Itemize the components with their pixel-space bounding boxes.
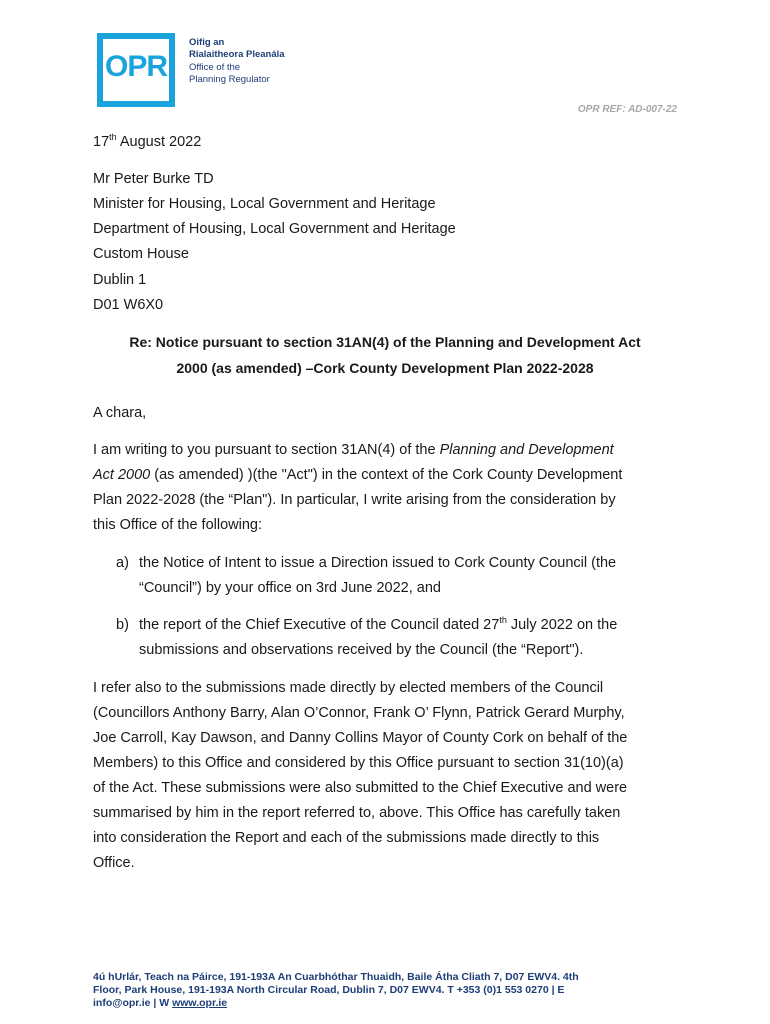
recipient-name: Mr Peter Burke TD (93, 171, 214, 187)
opr-logo (97, 33, 175, 107)
subject-heading (93, 329, 677, 381)
paragraph-intro-line: I am writing to you pursuant to section 31AN(4) of the Planning and Development (93, 442, 614, 458)
salutation: A chara, (93, 405, 147, 421)
irish-name-line2: Rialaitheora Pleanála (189, 49, 285, 60)
english-name-line1: Office of the (189, 62, 241, 73)
recipient-title: Minister for Housing, Local Government and Heritage (93, 196, 436, 212)
paragraph-line: (Councillors Anthony Barry, Alan O’Connor, Frank O’ Flynn, Patrick Gerard Murphy, (93, 705, 625, 721)
organisation-name (189, 37, 285, 86)
paragraph-intro-line: Act 2000 (as amended) )(the "Act") in the context of the Cork County Development (93, 467, 623, 483)
list-item-b (116, 613, 676, 663)
list-item-line: submissions and observations received by the Council (the “Report"). (139, 642, 584, 658)
paragraph-intro-line: Plan 2022-2028 (the “Plan"). In particular, I write arising from the consideration by (93, 492, 616, 508)
recipient-postcode: D01 W6X0 (93, 297, 164, 313)
reference-number: OPR REF: AD-007-22 (577, 104, 677, 115)
paragraph-line: I refer also to the submissions made directly by elected members of the Council (93, 680, 604, 696)
footer-address (93, 971, 683, 1010)
list-item-line: the report of the Chief Executive of the Council dated 27th July 2022 on the (139, 615, 618, 633)
logo-text: OPR (104, 50, 167, 83)
paragraph-line: into consideration the Report and each of the submissions made directly to this (93, 830, 600, 846)
recipient-department: Department of Housing, Local Government and Heritage (93, 221, 456, 237)
footer-line1: 4ú hUrlár, Teach na Páirce, 191-193A An Cuarbhóthar Thuaidh, Baile Átha Cliath 7, D07 EWV4. 4th (93, 971, 579, 983)
website-link[interactable]: www.opr.ie (172, 997, 228, 1009)
footer-line2: Floor, Park House, 191-193A North Circular Road, Dublin 7, D07 EWV4. T +353 (0)1 553 0270 | E (93, 984, 565, 996)
paragraph-line: Office. (93, 855, 135, 871)
list-marker: a) (116, 555, 129, 571)
subject-line1: Re: Notice pursuant to section 31AN(4) of the Planning and Development Act (129, 334, 641, 350)
recipient-city: Dublin 1 (93, 272, 147, 288)
list-marker: b) (116, 617, 129, 633)
recipient-building: Custom House (93, 246, 189, 262)
paragraph-line: Members) to this Office and considered by this Office pursuant to section 31(10)(a) (93, 755, 624, 771)
english-name (189, 62, 285, 86)
irish-name-line1: Oifig an (189, 37, 225, 48)
paragraph-intro-line: this Office of the following: (93, 517, 262, 533)
irish-name (189, 37, 285, 61)
list-item-line: “Council”) by your office on 3rd June 2022, and (139, 580, 441, 596)
list-item-line: the Notice of Intent to issue a Direction issued to Cork County Council (the (139, 555, 617, 571)
paragraph-submissions (93, 676, 683, 876)
subject-line2: 2000 (as amended) –Cork County Development Plan 2022-2028 (176, 360, 594, 376)
paragraph-line: summarised by him in the report referred to, above. This Office has carefully taken (93, 805, 621, 821)
list-item-a (116, 551, 676, 601)
footer-line3: info@opr.ie | W www.opr.ie (93, 997, 228, 1009)
english-name-line2: Planning Regulator (189, 74, 270, 85)
paragraph-line: Joe Carroll, Kay Dawson, and Danny Collins Mayor of County Cork on behalf of the (93, 730, 628, 746)
letter-date: 17th August 2022 (93, 132, 202, 150)
paragraph-intro (93, 438, 683, 538)
paragraph-line: of the Act. These submissions were also submitted to the Chief Executive and were (93, 780, 628, 796)
